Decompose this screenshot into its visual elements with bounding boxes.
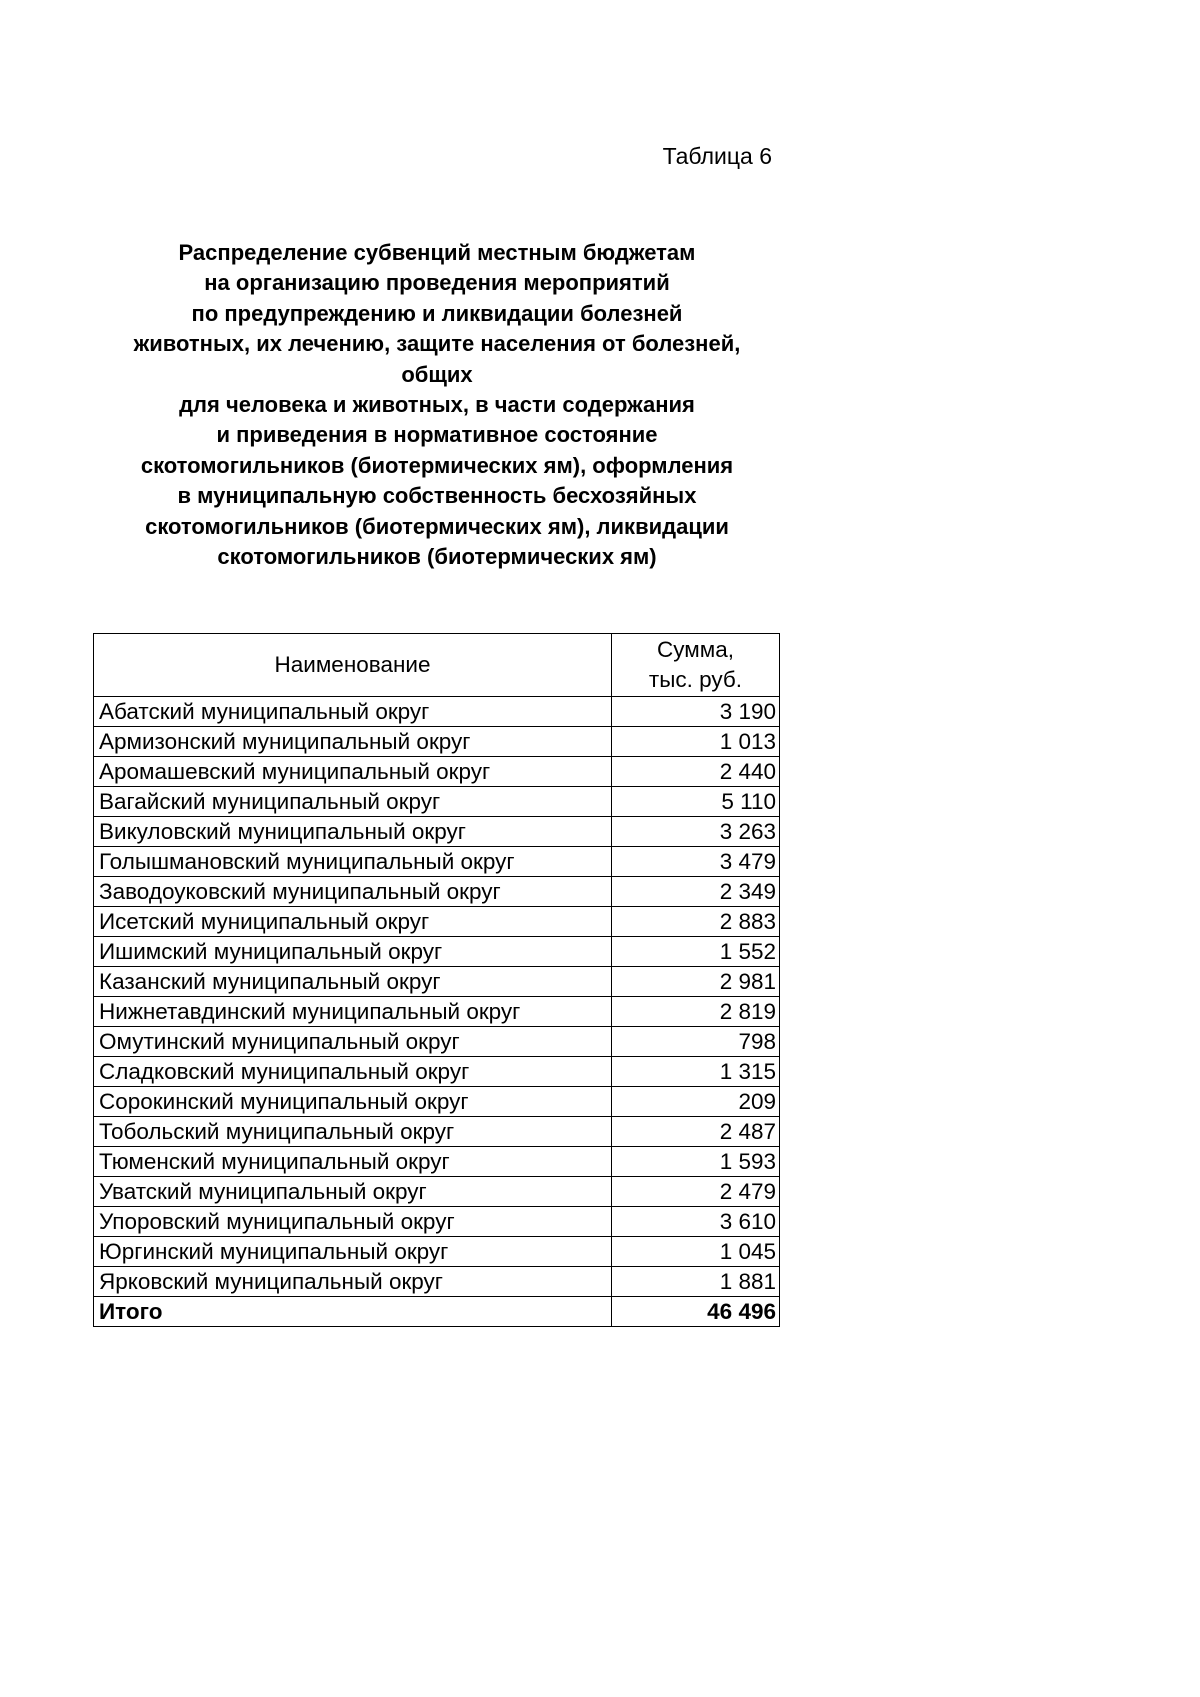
- row-name: Ярковский муниципальный округ: [94, 1267, 612, 1297]
- row-sum: 2 349: [612, 877, 780, 907]
- row-sum: 1 552: [612, 937, 780, 967]
- row-name: Голышмановский муниципальный округ: [94, 847, 612, 877]
- row-name: Упоровский муниципальный округ: [94, 1207, 612, 1237]
- title-line: общих: [401, 361, 473, 387]
- row-sum: 1 593: [612, 1147, 780, 1177]
- row-name: Вагайский муниципальный округ: [94, 787, 612, 817]
- row-sum: 798: [612, 1027, 780, 1057]
- row-name: Сладковский муниципальный округ: [94, 1057, 612, 1087]
- row-sum: 1 045: [612, 1237, 780, 1267]
- row-name: Уватский муниципальный округ: [94, 1177, 612, 1207]
- row-name: Абатский муниципальный округ: [94, 697, 612, 727]
- title-line: для человека и животных, в части содержания: [179, 392, 695, 418]
- table-row: [94, 997, 780, 1027]
- table-header-row: [94, 634, 780, 697]
- row-sum: 3 190: [612, 697, 780, 727]
- table-row: [94, 817, 780, 847]
- title-line: скотомогильников (биотермических ям): [217, 544, 657, 570]
- total-sum: 46 496: [612, 1297, 780, 1327]
- table-row: [94, 1147, 780, 1177]
- row-name: Заводоуковский муниципальный округ: [94, 877, 612, 907]
- row-sum: 2 479: [612, 1177, 780, 1207]
- table-label: Таблица 6: [662, 143, 772, 169]
- document-title: [90, 238, 784, 572]
- row-name: Исетский муниципальный округ: [94, 907, 612, 937]
- row-sum: 2 487: [612, 1117, 780, 1147]
- row-name: Нижнетавдинский муниципальный округ: [94, 997, 612, 1027]
- total-row: [94, 1297, 780, 1327]
- table-row: [94, 1087, 780, 1117]
- row-name: Викуловский муниципальный округ: [94, 817, 612, 847]
- row-sum: 3 263: [612, 817, 780, 847]
- row-sum: 1 881: [612, 1267, 780, 1297]
- row-sum: 1 315: [612, 1057, 780, 1087]
- table-row: [94, 937, 780, 967]
- row-name: Армизонский муниципальный округ: [94, 727, 612, 757]
- table-row: [94, 1057, 780, 1087]
- column-header-sum-line: тыс. руб.: [648, 667, 743, 692]
- row-name: Сорокинский муниципальный округ: [94, 1087, 612, 1117]
- column-header-sum-line: Сумма,: [657, 637, 734, 662]
- table-row: [94, 1027, 780, 1057]
- column-header-sum: [612, 634, 780, 697]
- table-row: [94, 907, 780, 937]
- title-line: скотомогильников (биотермических ям), ликвидации: [145, 513, 729, 539]
- subsidy-table: [93, 633, 780, 1327]
- table-row: [94, 727, 780, 757]
- total-label: Итого: [94, 1297, 612, 1327]
- row-sum: 2 440: [612, 757, 780, 787]
- table-row: [94, 697, 780, 727]
- title-line: и приведения в нормативное состояние: [216, 422, 658, 448]
- title-line: по предупреждению и ликвидации болезней: [191, 300, 683, 326]
- row-name: Аромашевский муниципальный округ: [94, 757, 612, 787]
- row-sum: 2 883: [612, 907, 780, 937]
- table-row: [94, 787, 780, 817]
- table-row: [94, 1207, 780, 1237]
- column-header-name: Наименование: [94, 634, 612, 697]
- row-sum: 2 981: [612, 967, 780, 997]
- row-sum: 1 013: [612, 727, 780, 757]
- table-body: [94, 697, 780, 1327]
- title-line: в муниципальную собственность бесхозяйных: [177, 483, 697, 509]
- row-name: Ишимский муниципальный округ: [94, 937, 612, 967]
- table-row: [94, 1237, 780, 1267]
- table-row: [94, 1117, 780, 1147]
- title-line: на организацию проведения мероприятий: [204, 270, 670, 296]
- row-name: Омутинский муниципальный округ: [94, 1027, 612, 1057]
- row-sum: 2 819: [612, 997, 780, 1027]
- row-name: Тобольский муниципальный округ: [94, 1117, 612, 1147]
- row-name: Юргинский муниципальный округ: [94, 1237, 612, 1267]
- table-row: [94, 1177, 780, 1207]
- title-line: скотомогильников (биотермических ям), оформления: [140, 452, 734, 478]
- row-name: Казанский муниципальный округ: [94, 967, 612, 997]
- table-row: [94, 967, 780, 997]
- table-row: [94, 847, 780, 877]
- table-row: [94, 757, 780, 787]
- row-sum: 5 110: [612, 787, 780, 817]
- table-row: [94, 877, 780, 907]
- row-name: Тюменский муниципальный округ: [94, 1147, 612, 1177]
- row-sum: 3 610: [612, 1207, 780, 1237]
- row-sum: 209: [612, 1087, 780, 1117]
- title-line: животных, их лечению, защите населения от болезней,: [133, 331, 741, 357]
- row-sum: 3 479: [612, 847, 780, 877]
- table-row: [94, 1267, 780, 1297]
- title-line: Распределение субвенций местным бюджетам: [178, 240, 696, 265]
